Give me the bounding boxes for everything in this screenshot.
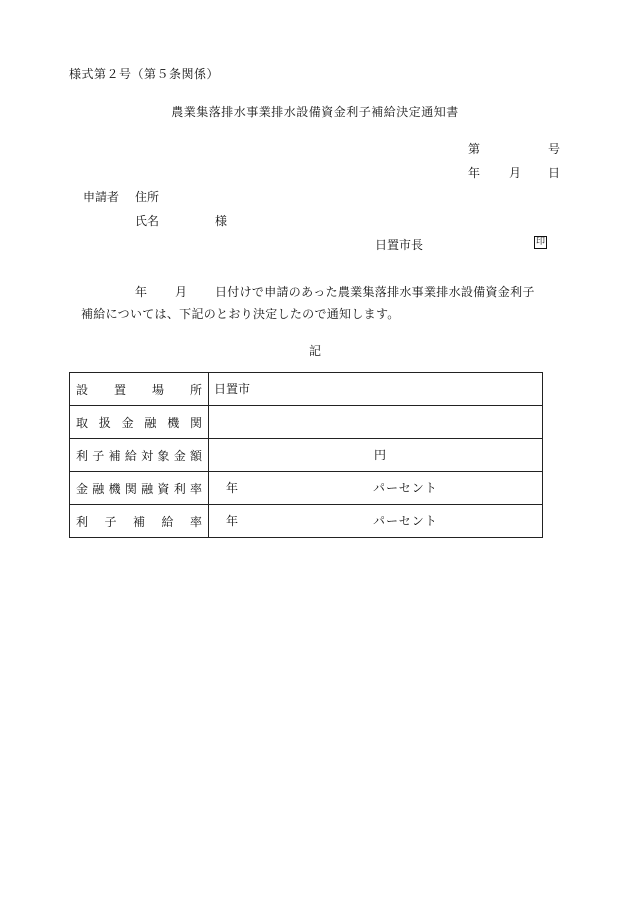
- name-label: 氏名: [135, 214, 160, 228]
- label-char: 資: [157, 481, 170, 496]
- row-value: [209, 373, 543, 406]
- row-label: [70, 472, 209, 505]
- body-month: 月: [175, 285, 188, 299]
- label-char: 象: [157, 448, 170, 463]
- ki-heading: 記: [308, 344, 321, 358]
- percent-unit: パーセント: [373, 481, 438, 495]
- label-char: 対: [141, 448, 154, 463]
- date-day-label: 日: [548, 166, 561, 180]
- label-char: 関: [189, 415, 202, 430]
- label-char: 融: [144, 415, 157, 430]
- form-number: 様式第２号（第５条関係）: [69, 67, 220, 81]
- label-char: 金: [76, 481, 89, 496]
- row-value: [209, 439, 543, 472]
- label-char: 給: [161, 514, 174, 529]
- row-label: [70, 505, 209, 538]
- label-char: 所: [189, 382, 202, 397]
- year-unit: 年: [226, 481, 239, 495]
- label-char: 取: [76, 415, 89, 430]
- row-label: [70, 439, 209, 472]
- location-value: 日置市: [214, 382, 251, 396]
- label-char: 額: [189, 448, 202, 463]
- row-value: [209, 406, 543, 439]
- label-char: 扱: [98, 415, 111, 430]
- label-char: 補: [132, 514, 145, 529]
- table-row: [70, 406, 543, 439]
- body-text-1: 日付けで申請のあった農業集落排水事業排水設備資金利子: [215, 285, 535, 299]
- label-char: 関: [124, 481, 137, 496]
- label-char: 子: [104, 514, 117, 529]
- label-char: 率: [189, 514, 202, 529]
- applicant-label: 申請者: [83, 190, 120, 204]
- detail-table: [69, 372, 543, 538]
- body-year: 年: [135, 285, 148, 299]
- body-line-2: 補給については、下記のとおり決定したので通知します。: [81, 307, 400, 321]
- row-label: [70, 373, 209, 406]
- label-char: 機: [167, 415, 180, 430]
- row-label: [70, 406, 209, 439]
- label-char: 利: [173, 481, 186, 496]
- document-title: 農業集落排水事業排水設備資金利子補給決定通知書: [171, 105, 459, 119]
- table-row: [70, 373, 543, 406]
- issuer-title: 日置市長: [375, 238, 424, 252]
- year-unit: 年: [226, 514, 239, 528]
- label-char: 機: [108, 481, 121, 496]
- label-char: 率: [189, 481, 202, 496]
- date-year-label: 年: [468, 166, 481, 180]
- label-char: 給: [124, 448, 137, 463]
- seal-mark: 印: [535, 237, 545, 247]
- address-label: 住所: [135, 190, 160, 204]
- percent-unit: パーセント: [373, 514, 438, 528]
- label-char: 場: [151, 382, 164, 397]
- label-char: 融: [141, 481, 154, 496]
- label-char: 利: [76, 514, 89, 529]
- label-char: 金: [173, 448, 186, 463]
- table-row: [70, 472, 543, 505]
- date-month-label: 月: [509, 166, 522, 180]
- label-char: 設: [76, 382, 89, 397]
- honorific-sama: 様: [215, 214, 228, 228]
- row-value: [209, 472, 543, 505]
- label-char: 子: [92, 448, 105, 463]
- row-value: [209, 505, 543, 538]
- label-char: 金: [121, 415, 134, 430]
- document-number-suffix: 号: [548, 142, 561, 156]
- table-row: [70, 439, 543, 472]
- label-char: 置: [113, 382, 126, 397]
- label-char: 利: [76, 448, 89, 463]
- yen-unit: 円: [374, 448, 387, 462]
- document-number-prefix: 第: [468, 142, 481, 156]
- label-char: 補: [108, 448, 121, 463]
- label-char: 融: [92, 481, 105, 496]
- table-row: [70, 505, 543, 538]
